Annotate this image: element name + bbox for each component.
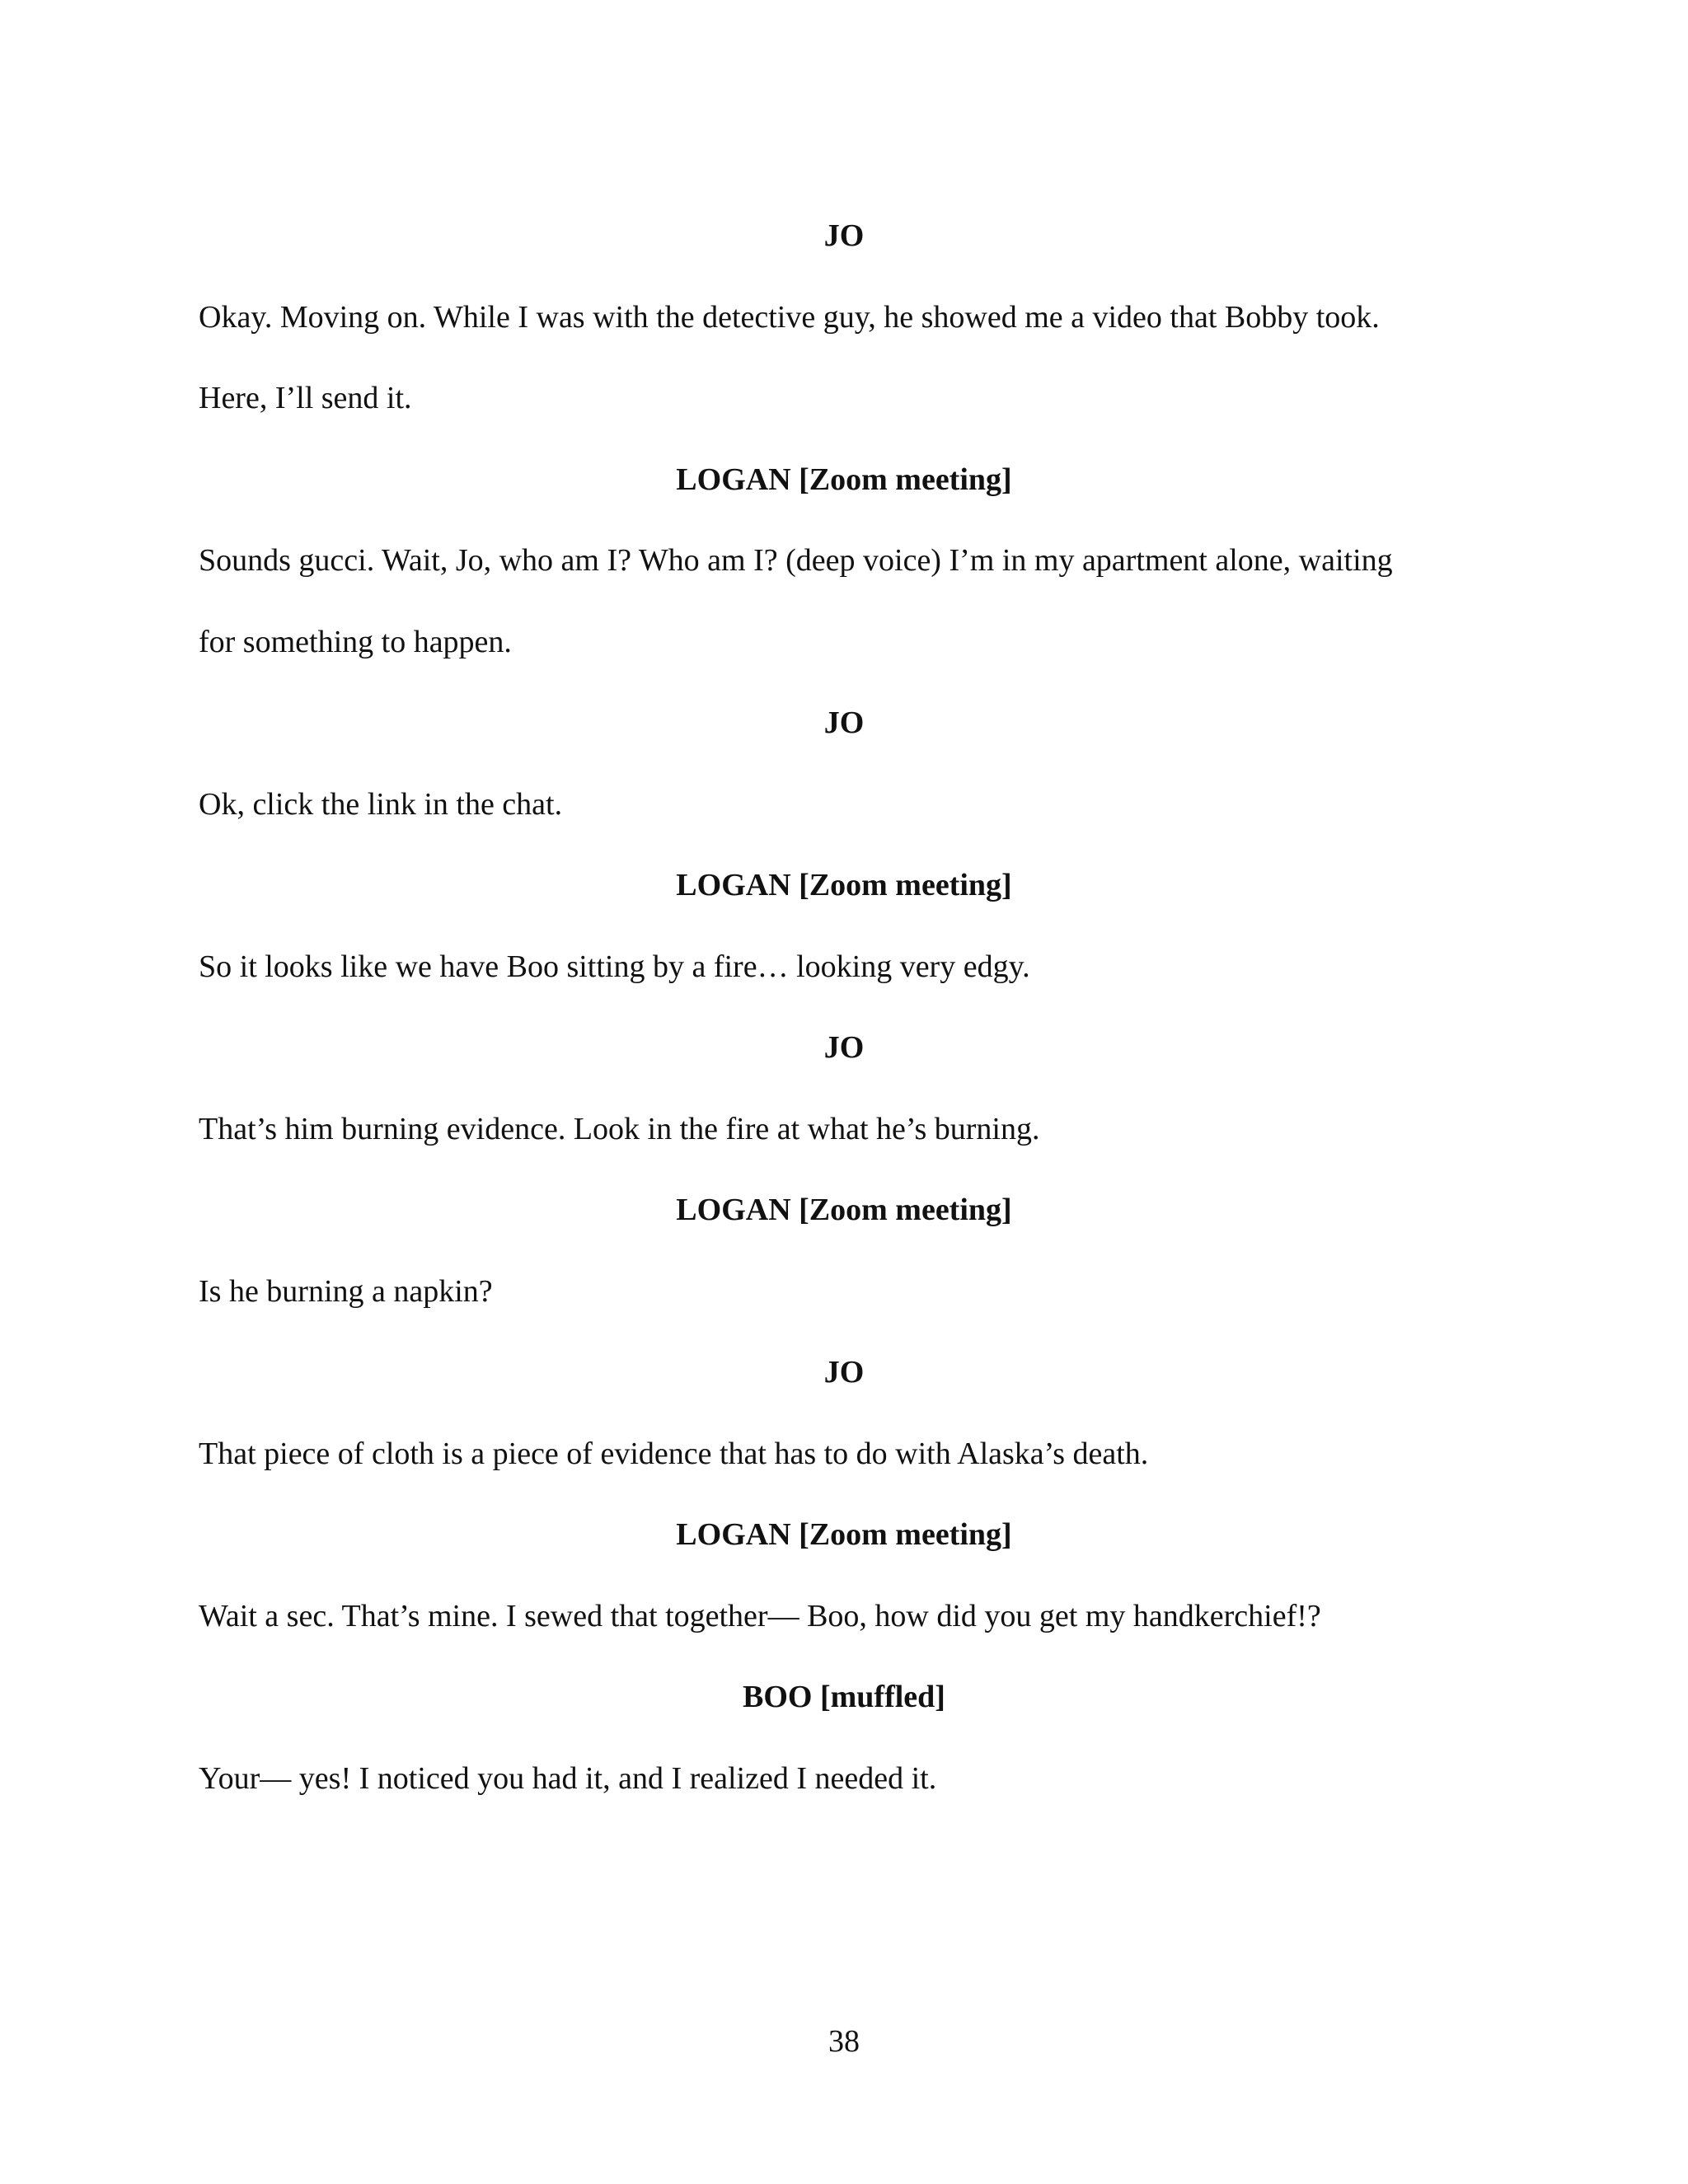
script-body (199, 195, 1493, 1819)
dialogue-line: Wait a sec. That’s mine. I sewed that together— Boo, how did you get my handkerchief!? (199, 1598, 1321, 1633)
dialogue-line: So it looks like we have Boo sitting by a fire… looking very edgy. (199, 949, 1030, 984)
dialogue-line: Sounds gucci. Wait, Jo, who am I? Who am I? (deep voice) I’m in my apartment alone, waiting (199, 543, 1393, 578)
speaker-name: LOGAN [Zoom meeting] (676, 1193, 1012, 1227)
speaker-name: BOO [muffled] (743, 1680, 945, 1714)
dialogue-line: for something to happen. (199, 624, 512, 659)
dialogue-line: Ok, click the link in the chat. (199, 786, 563, 822)
speaker-name: LOGAN [Zoom meeting] (676, 868, 1012, 902)
dialogue-line: Your— yes! I noticed you had it, and I realized I needed it. (199, 1760, 937, 1796)
speaker-name: JO (823, 705, 865, 740)
speaker-name: JO (823, 1030, 865, 1065)
dialogue-line: That’s him burning evidence. Look in the fire at what he’s burning. (199, 1111, 1040, 1146)
dialogue-line: Here, I’ll send it. (199, 381, 412, 415)
speaker-name: LOGAN [Zoom meeting] (676, 1517, 1012, 1552)
page-number: 38 (828, 2024, 860, 2059)
speaker-name: JO (823, 218, 865, 253)
speaker-name: JO (823, 1355, 865, 1390)
dialogue-line: That piece of cloth is a piece of evidence that has to do with Alaska’s death. (199, 1436, 1149, 1471)
dialogue-line: Is he burning a napkin? (199, 1273, 493, 1309)
speaker-name: LOGAN [Zoom meeting] (676, 462, 1012, 497)
dialogue-line: Okay. Moving on. While I was with the detective guy, he showed me a video that Bobby took. (199, 299, 1380, 335)
